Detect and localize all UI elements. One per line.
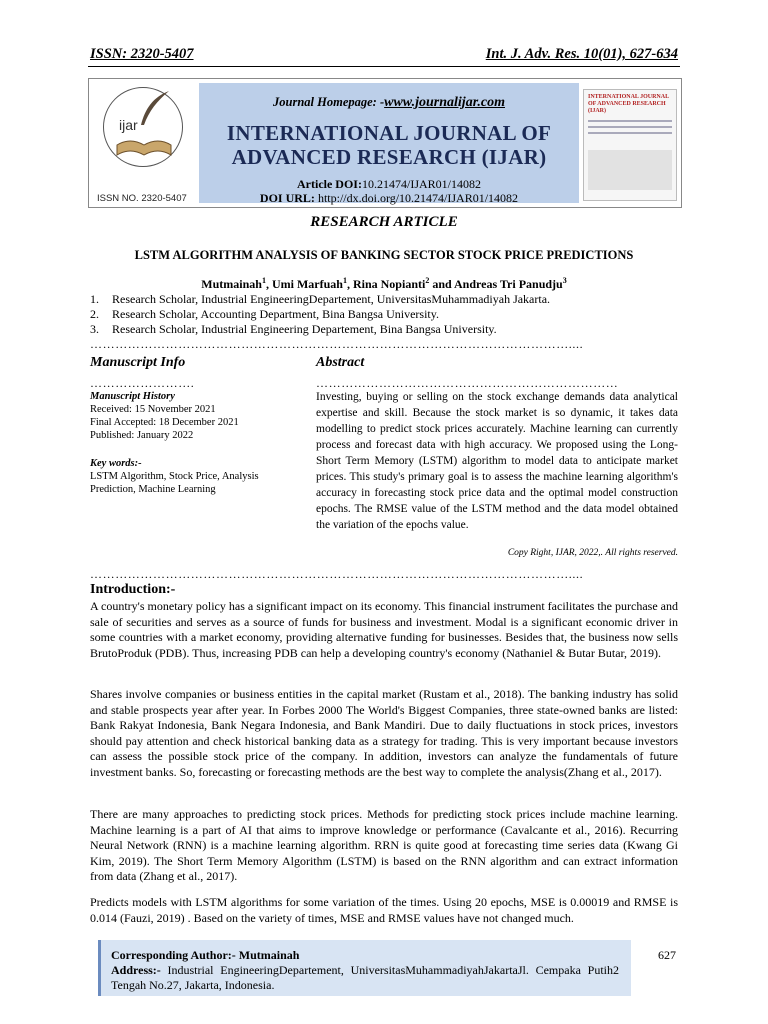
author-affiliation-mark: 3 bbox=[562, 276, 567, 285]
manuscript-info bbox=[90, 390, 280, 496]
accepted-date: Final Accepted: 18 December 2021 bbox=[90, 417, 239, 428]
article-type-label: RESEARCH ARTICLE bbox=[310, 214, 458, 230]
address-text: Industrial EngineeringDepartement, UniversitasMuhammadiyahJakartaJl. Cempaka Putih2 Tengah No.27, Jakarta, Indonesia. bbox=[111, 963, 619, 992]
author-affiliation-mark: 1 bbox=[342, 276, 347, 285]
dotted-separator-left: ……………………. bbox=[90, 377, 195, 389]
dotted-separator: …………………………………………………………………………………………………….... bbox=[90, 568, 584, 580]
introduction-heading: Introduction:- bbox=[90, 582, 176, 597]
author-name: Mutmainah bbox=[201, 277, 262, 291]
header-rule bbox=[88, 66, 680, 67]
journal-masthead bbox=[88, 78, 682, 208]
author-name: Umi Marfuah bbox=[271, 277, 343, 291]
citation-header: Int. J. Adv. Res. 10(01), 627-634 bbox=[485, 46, 678, 62]
author-name: Andreas Tri Panudju bbox=[454, 277, 563, 291]
received-date: Received: 15 November 2021 bbox=[90, 404, 216, 415]
journal-title-line2: ADVANCED RESEARCH (IJAR) bbox=[231, 145, 547, 169]
journal-title bbox=[199, 121, 579, 169]
author-separator: , bbox=[265, 277, 272, 291]
doi-url-label: DOI URL: bbox=[259, 191, 315, 205]
corresponding-author: Corresponding Author:- Mutmainah bbox=[111, 948, 300, 962]
intro-paragraph: There are many approaches to predicting stock prices. Methods for predicting stock prices include machine learning. Machine learning is a part of AI that aims to improve knowledge or performance (Cavalcante et al., 2016). Recurring Neural Network (RNN) is a machine learning algorithm. RRN is quite good at forecasting time series data (Kwang Gi Kim, 2019). The Short Term Memory Algorithm (LSTM) is based on the RNN algorithm and can extract information from data (Zhang et al., 2017). bbox=[90, 807, 678, 883]
keywords-heading: Key words:- bbox=[90, 458, 142, 469]
address-label: Address:- bbox=[111, 963, 161, 977]
keywords: LSTM Algorithm, Stock Price, Analysis Prediction, Machine Learning bbox=[90, 471, 259, 495]
quill-icon bbox=[135, 89, 175, 129]
author-name: Rina Nopianti bbox=[352, 277, 426, 291]
homepage-link[interactable]: www.journalijar.com bbox=[384, 95, 505, 110]
journal-cover-thumbnail bbox=[583, 89, 677, 201]
doi-url-link[interactable]: http://dx.doi.org/10.21474/IJAR01/14082 bbox=[317, 191, 519, 205]
author-separator: , bbox=[346, 277, 353, 291]
published-date: Published: January 2022 bbox=[90, 430, 194, 441]
dotted-separator: …………………………………………………………………………………………………….... bbox=[90, 338, 584, 350]
masthead-band bbox=[199, 83, 579, 203]
journal-logo bbox=[95, 83, 195, 203]
copyright-notice: Copy Right, IJAR, 2022,. All rights reserved. bbox=[507, 548, 678, 558]
journal-homepage bbox=[199, 95, 579, 111]
affiliation-list bbox=[90, 292, 680, 337]
affiliation-item: 2. Research Scholar, Accounting Department, Bina Bangsa University. bbox=[90, 307, 439, 321]
author-list bbox=[0, 276, 768, 292]
corresponding-author-box bbox=[98, 940, 631, 996]
doi-block bbox=[199, 177, 579, 205]
affiliation-item: 1. Research Scholar, Industrial EngineeringDepartement, UniversitasMuhammadiyah Jakarta. bbox=[90, 292, 551, 306]
affiliation-item: 3. Research Scholar, Industrial Engineering Departement, Bina Bangsa University. bbox=[90, 322, 497, 336]
abstract-text: Investing, buying or selling on the stock exchange demands data analytical expertise and skill. Because the stock market is so dynamic, it takes data modelling to predict stock prices accurately. Machine learning can currently process and forecast data with high accuracy. We proposed using the Long-Short Term Memory (LSTM) algorithm to model data to anticipate market prices. This study's primary goal is to assess the machine learning algorithm's accuracy in forecasting stock price data and the optimal model construction epochs. The RMSE value of the LSTM method and the data model obtained the variation of the epochs value. bbox=[316, 391, 678, 531]
intro-paragraph: Predicts models with LSTM algorithms for some variation of the times. Using 20 epochs, MSE is 0.00019 and RMSE is 0.014 (Fauzi, 2019) . Based on the variety of times, MSE and RMSE values have not changed much. bbox=[90, 895, 678, 925]
book-icon bbox=[115, 135, 173, 157]
paper-title: LSTM ALGORITHM ANALYSIS OF BANKING SECTOR STOCK PRICE PREDICTIONS bbox=[134, 248, 634, 262]
logo-text: ijar bbox=[119, 117, 138, 133]
intro-paragraph: A country's monetary policy has a significant impact on its economy. This financial instrument facilitates the purchase and sale of securities and serves as a source of funds for business and investment. Modal is a significant economic driver in some countries with a market economy, providing alternative funding for businesses. Besides that, the business now sells BrutoProduk (PDB). Thus, increasing PDB can help a developing country's economy (Nathaniel & Butar Butar, 2019). bbox=[90, 599, 678, 660]
issn-header: ISSN: 2320-5407 bbox=[90, 46, 194, 62]
author-affiliation-mark: 1 bbox=[261, 276, 266, 285]
abstract-heading: Abstract bbox=[316, 355, 365, 370]
doi-value: 10.21474/IJAR01/14082 bbox=[361, 177, 481, 191]
intro-paragraph: Shares involve companies or business entities in the capital market (Rustam et al., 2018). The banking industry has solid and stable prospects year after year. In Forbes 2000 The World's Biggest Companies, three state-owned banks are listed: Bank Rakyat Indonesia, Bank Negara Indonesia, and Bank Mandiri. Due to daily fluctuations in stock prices, investors should pay attention and check historical banking data as a strategy for trading. This is very important because investors can assess the possible stock price of the company. In addition, investors can analyze the fundamentals of future investment banks. So, forecasting or forecasting methods are the best way to complete the analysis(Zhang et al., 2017). bbox=[90, 687, 678, 779]
logo-issn: ISSN NO. 2320-5407 bbox=[97, 193, 187, 204]
author-affiliation-mark: 2 bbox=[425, 276, 430, 285]
cover-title: INTERNATIONAL JOURNAL OF ADVANCED RESEARCH (IJAR) bbox=[588, 94, 669, 114]
history-heading: Manuscript History bbox=[90, 391, 175, 402]
homepage-label: Journal Homepage: - bbox=[273, 95, 385, 109]
page-number: 627 bbox=[658, 948, 676, 962]
author-separator: and bbox=[429, 277, 455, 291]
journal-title-line1: INTERNATIONAL JOURNAL OF bbox=[226, 121, 552, 145]
doi-label: Article DOI: bbox=[297, 177, 362, 191]
manuscript-info-heading: Manuscript Info bbox=[90, 355, 186, 370]
dotted-separator-right: ……………………………………………………………… bbox=[316, 377, 619, 389]
author-address bbox=[111, 963, 619, 993]
